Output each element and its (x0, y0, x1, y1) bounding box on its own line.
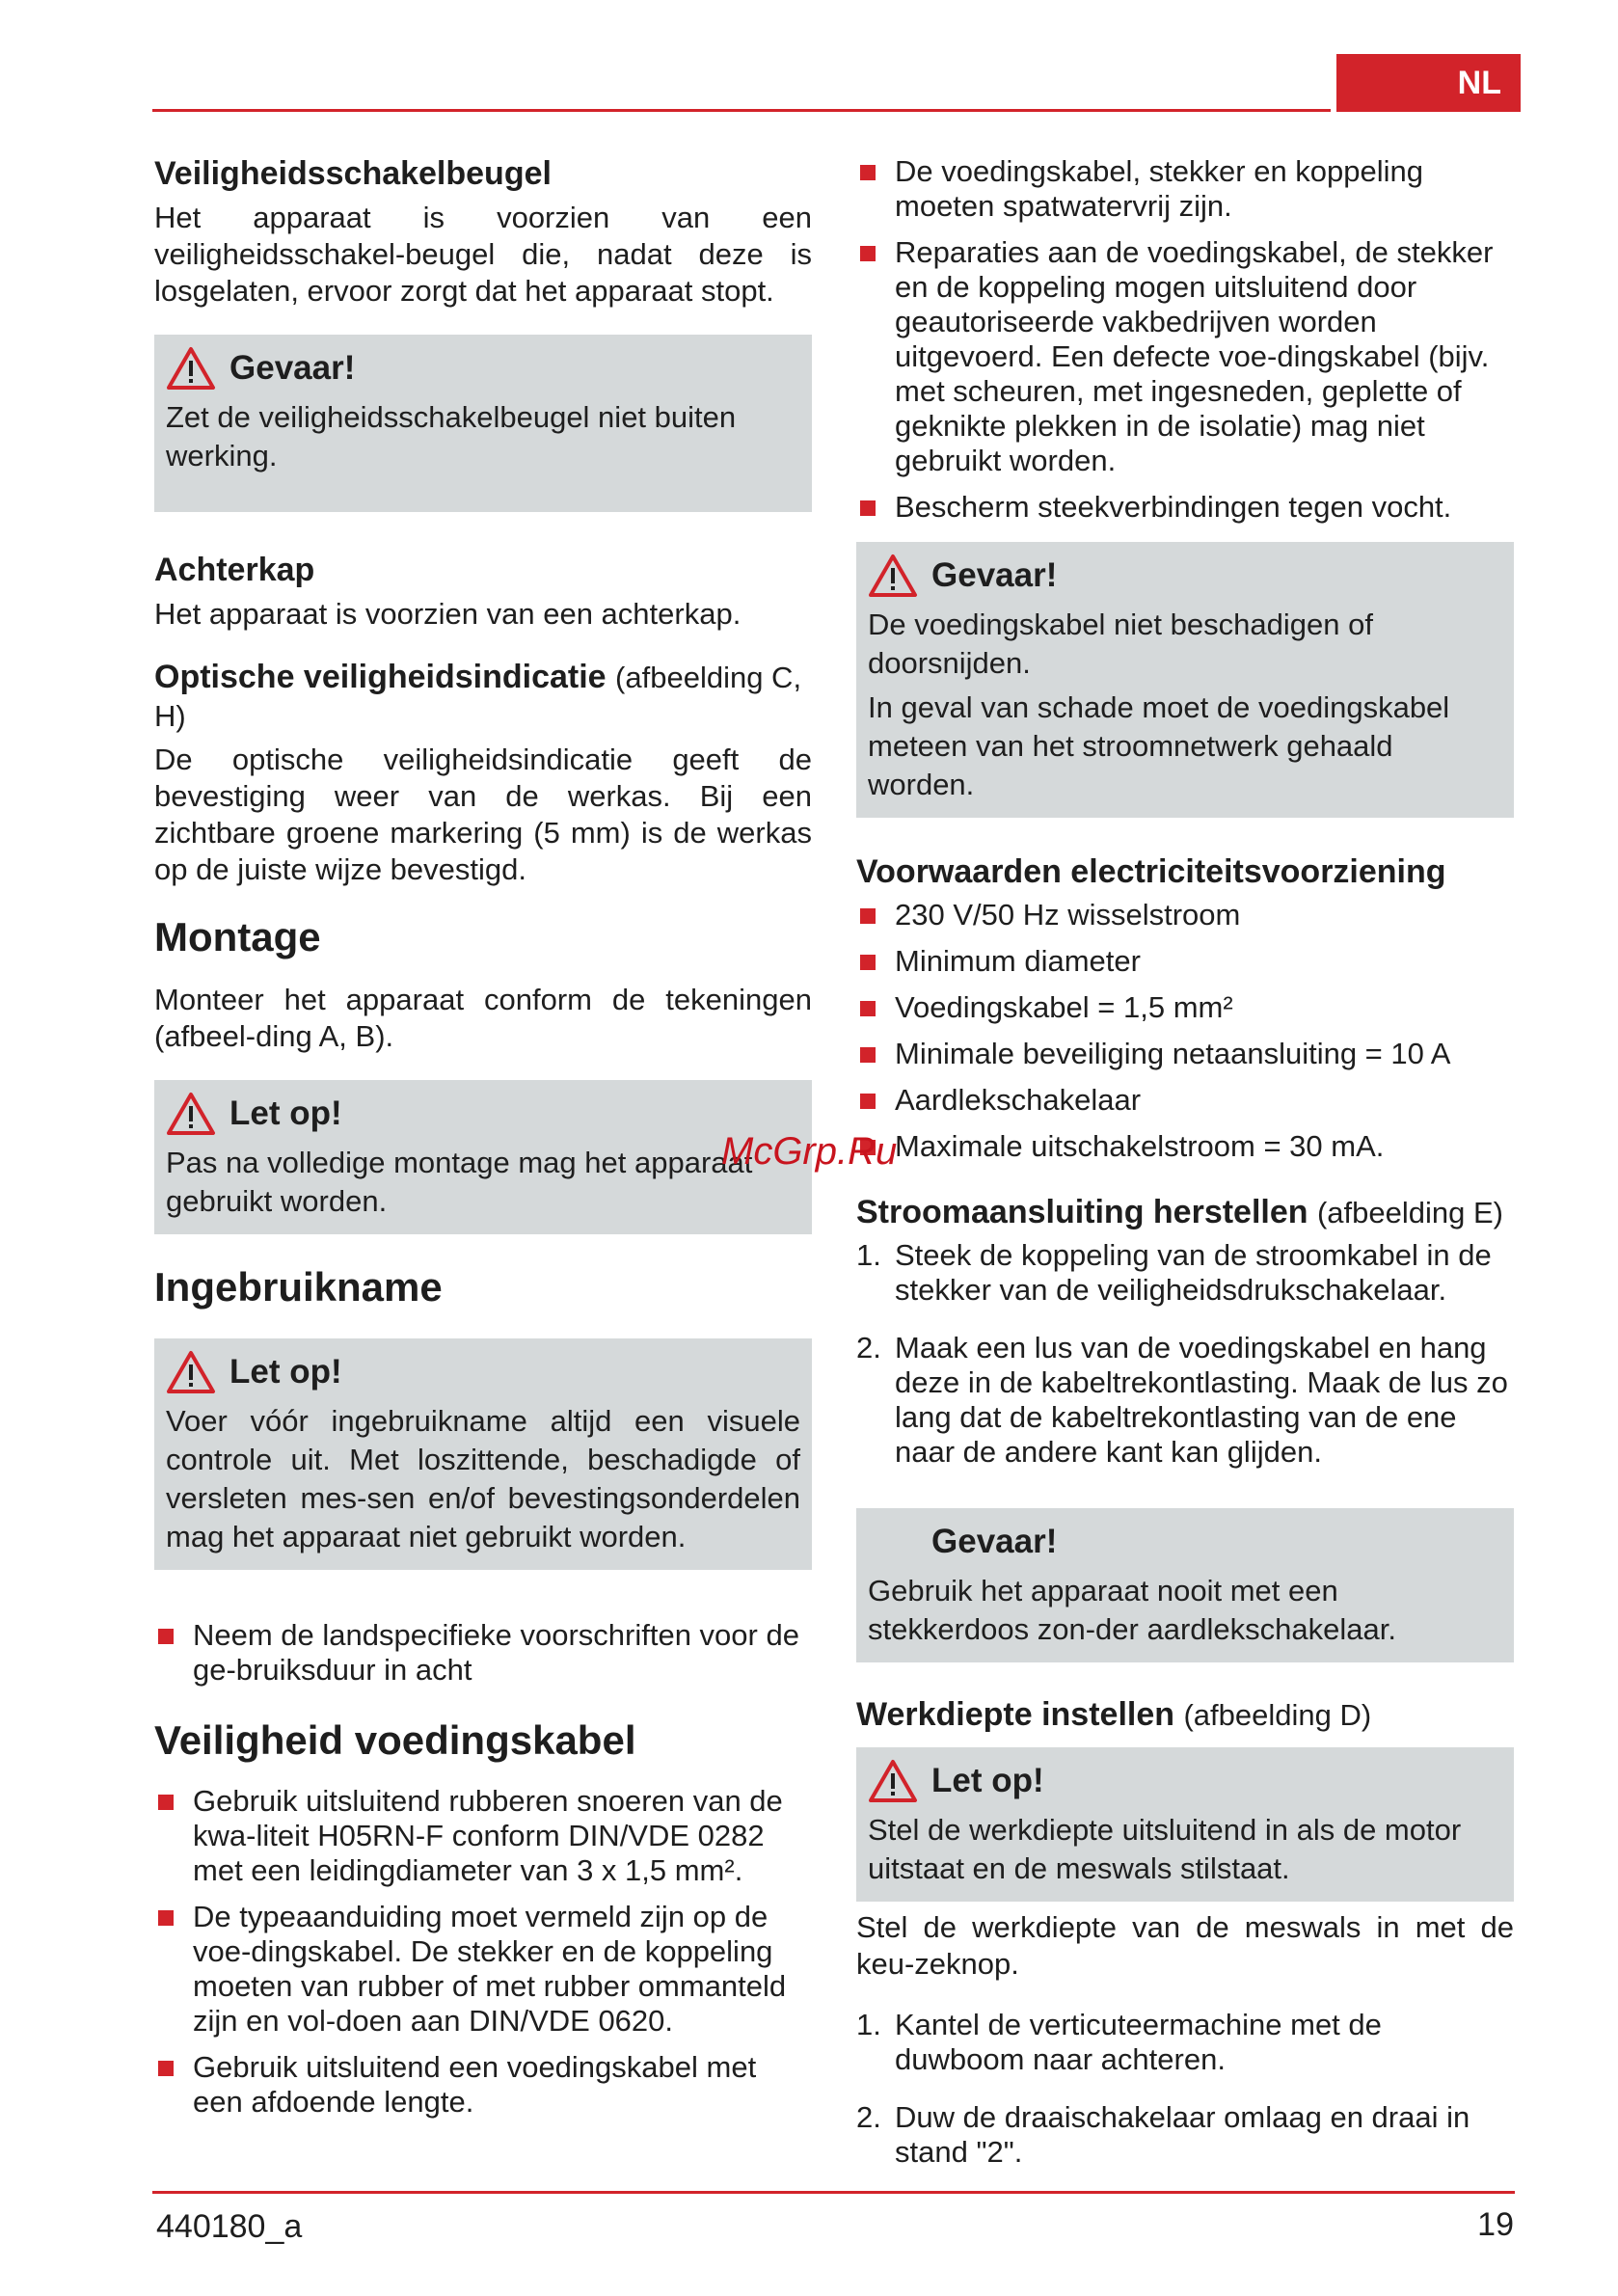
list-item-text: 230 V/50 Hz wisselstroom (895, 897, 1241, 932)
bullet-square-icon (860, 1094, 876, 1109)
paragraph: Het apparaat is voorzien van een achterkap. (154, 596, 742, 631)
box-text: Stel de werkdiepte uitsluitend in als de motor uitstaat en de meswals stilstaat. (868, 1813, 1462, 1886)
list-item-text: De voedingskabel, stekker en koppeling moeten spatwatervrij zijn. (895, 154, 1424, 223)
header-rule (152, 109, 1331, 112)
figure-reference: (afbeelding E) (1316, 1195, 1503, 1229)
box-title: Gevaar! (931, 1522, 1058, 1560)
bullet-square-icon (158, 1910, 174, 1926)
list-item (856, 1083, 1514, 1118)
list-item (154, 1900, 812, 2039)
bullet-square-icon (860, 1047, 876, 1063)
paragraph: Het apparaat is voorzien van een veiligheidsschakel-beugel die, nadat deze is losgelaten, ervoor zorgt dat het apparaat stopt. (154, 200, 812, 308)
list-item (154, 2050, 812, 2120)
list-item-text: Duw de draaischakelaar omlaag en draai in stand "2". (895, 2100, 1470, 2170)
section-title-veiligheidsschakelbeugel: Veiligheidsschakelbeugel (154, 155, 552, 192)
list-item-text: Gebruik uitsluitend een voedingskabel met een afdoende lengte. (193, 2050, 757, 2120)
list-item (856, 1331, 1514, 1470)
box-title: Let op! (229, 1094, 342, 1132)
list-item (154, 1618, 812, 1688)
list-item-text: De typeaanduiding moet vermeld zijn op de voe-dingskabel. De stekker en de koppeling moeten van rubber of met rubber ommanteld zijn en vol-doen aan DIN/VDE 0620. (193, 1900, 787, 2039)
list-item (856, 1037, 1514, 1071)
section-title-stroomaansluiting (856, 1193, 1514, 1232)
bullet-square-icon (860, 500, 876, 516)
list-item (856, 898, 1514, 932)
danger-box (856, 542, 1514, 818)
bullet-square-icon (158, 2061, 174, 2076)
left-column (154, 154, 812, 2148)
bullet-square-icon (860, 908, 876, 924)
bullet-square-icon (860, 165, 876, 180)
box-text: In geval van schade moet de voedingskabel meteen van het stroomnetwerk gehaald worden. (868, 690, 1450, 801)
caution-box (154, 1338, 812, 1570)
paragraph: Monteer het apparaat conform de tekeningen (afbeel-ding A, B). (154, 982, 812, 1053)
list-item (856, 1129, 1514, 1164)
step-number: 1. (856, 1237, 881, 1272)
right-column (856, 154, 1514, 2193)
box-text: Pas na volledige montage mag het apparaat gebruikt worden. (166, 1145, 753, 1218)
list-item (154, 1784, 812, 1888)
warning-triangle-icon (166, 1092, 216, 1136)
list-item-text: Voedingskabel = 1,5 mm² (895, 989, 1233, 1024)
box-title: Gevaar! (229, 348, 356, 387)
list-item-text: Bescherm steekverbindingen tegen vocht. (895, 490, 1452, 524)
box-text: Voer vóór ingebruikname altijd een visuele controle uit. Met loszittende, beschadigde of versleten mes-sen en/of bevestingsonderdelen mag het apparaat niet gebruikt worden. (166, 1403, 800, 1553)
paragraph: De optische veiligheidsindicatie geeft de bevestiging weer van de werkas. Bij een zichtbare groene markering (5 mm) is de werkas op de juiste wijze bevestigd. (154, 743, 812, 887)
caution-box (856, 1747, 1514, 1902)
bullet-square-icon (860, 955, 876, 970)
warning-triangle-icon (166, 1350, 216, 1394)
list-item-text: Reparaties aan de voedingskabel, de stekker en de koppeling mogen uitsluitend door geautoriseerde vakbedrijven worden uitgevoerd. Een defecte voe-dingskabel (bijv. met scheuren, met ingesneden, geplette of geknikte plekken in de isolatie) mag niet gebruikt worden. (895, 235, 1494, 477)
title-text: Werkdiepte instellen (856, 1695, 1175, 1733)
caution-box (154, 1080, 812, 1234)
watermark: McGrp.Ru (721, 1130, 898, 1173)
box-text: De voedingskabel niet beschadigen of doorsnijden. (868, 608, 1373, 680)
list-item-text: Aardlekschakelaar (895, 1082, 1142, 1117)
step-number: 1. (856, 2008, 881, 2042)
list-item (856, 490, 1514, 525)
list-item (856, 2008, 1514, 2077)
empty-icon-slot (868, 1520, 918, 1564)
bullet-list (154, 1618, 812, 1688)
bullet-list (856, 154, 1514, 525)
list-item-text: Kantel de verticuteermachine met de duwboom naar achteren. (895, 2008, 1382, 2077)
danger-box (154, 335, 812, 512)
list-item-text: Steek de koppeling van de stroomkabel in de stekker van de veiligheidsdrukschakelaar. (895, 1237, 1492, 1307)
figure-reference: (afbeelding D) (1183, 1697, 1372, 1732)
language-tab: NL (1336, 54, 1521, 112)
box-title: Gevaar! (931, 556, 1058, 594)
list-item-text: Maak een lus van de voedingskabel en hang deze in de kabeltrekontlasting. Maak de lus zo lang dat de kabeltrekontlasting van de ene naar de andere kant kan glijden. (895, 1330, 1508, 1469)
section-title-montage: Montage (154, 914, 321, 960)
figure-reference: (afbeelding C, H) (154, 660, 802, 734)
list-item (856, 944, 1514, 979)
bullet-square-icon (860, 1001, 876, 1016)
warning-triangle-icon (868, 554, 918, 598)
bullet-square-icon (860, 246, 876, 261)
list-item-text: Maximale uitschakelstroom = 30 mA. (895, 1128, 1385, 1163)
list-item-text: Minimale beveiliging netaansluiting = 10 A (895, 1036, 1451, 1070)
list-item (856, 1238, 1514, 1308)
list-item (856, 235, 1514, 478)
bullet-square-icon (158, 1795, 174, 1810)
title-text: Optische veiligheidsindicatie (154, 658, 607, 695)
bullet-list (856, 898, 1514, 1164)
list-item-text: Neem de landspecifieke voorschriften voor de ge-bruiksduur in acht (193, 1617, 799, 1687)
section-title-optische (154, 658, 812, 737)
page-number: 19 (1477, 2206, 1514, 2243)
box-title: Let op! (229, 1352, 342, 1391)
box-title: Let op! (931, 1762, 1044, 1800)
list-item-text: Gebruik uitsluitend rubberen snoeren van de kwa-liteit H05RN-F conform DIN/VDE 0282 met een leidingdiameter van 3 x 1,5 mm². (193, 1784, 783, 1888)
document-code: 440180_a (156, 2208, 303, 2245)
section-title-voorwaarden: Voorwaarden electriciteitsvoorziening (856, 853, 1446, 890)
numbered-list (856, 1238, 1514, 1470)
box-text: Gebruik het apparaat nooit met een stekkerdoos zon-der aardlekschakelaar. (868, 1573, 1396, 1646)
bullet-square-icon (158, 1629, 174, 1644)
section-title-werkdiepte (856, 1695, 1514, 1735)
numbered-list (856, 2008, 1514, 2170)
footer-rule (152, 2191, 1515, 2194)
danger-box (856, 1508, 1514, 1662)
list-item (856, 2100, 1514, 2170)
section-title-achterkap: Achterkap (154, 551, 315, 588)
section-title-ingebruikname: Ingebruikname (154, 1263, 443, 1310)
bullet-list (154, 1784, 812, 2120)
list-item (856, 154, 1514, 224)
list-item-text: Minimum diameter (895, 943, 1141, 978)
box-text: Zet de veiligheidsschakelbeugel niet buiten werking. (166, 399, 737, 473)
warning-triangle-icon (868, 1759, 918, 1803)
step-number: 2. (856, 1330, 881, 1364)
paragraph: Stel de werkdiepte van de meswals in met de keu-zeknop. (856, 1910, 1514, 1982)
step-number: 2. (856, 2100, 881, 2135)
title-text: Stroomaansluiting herstellen (856, 1193, 1308, 1230)
section-title-veiligheid-voedingskabel: Veiligheid voedingskabel (154, 1716, 636, 1763)
warning-triangle-icon (166, 346, 216, 391)
list-item (856, 990, 1514, 1025)
